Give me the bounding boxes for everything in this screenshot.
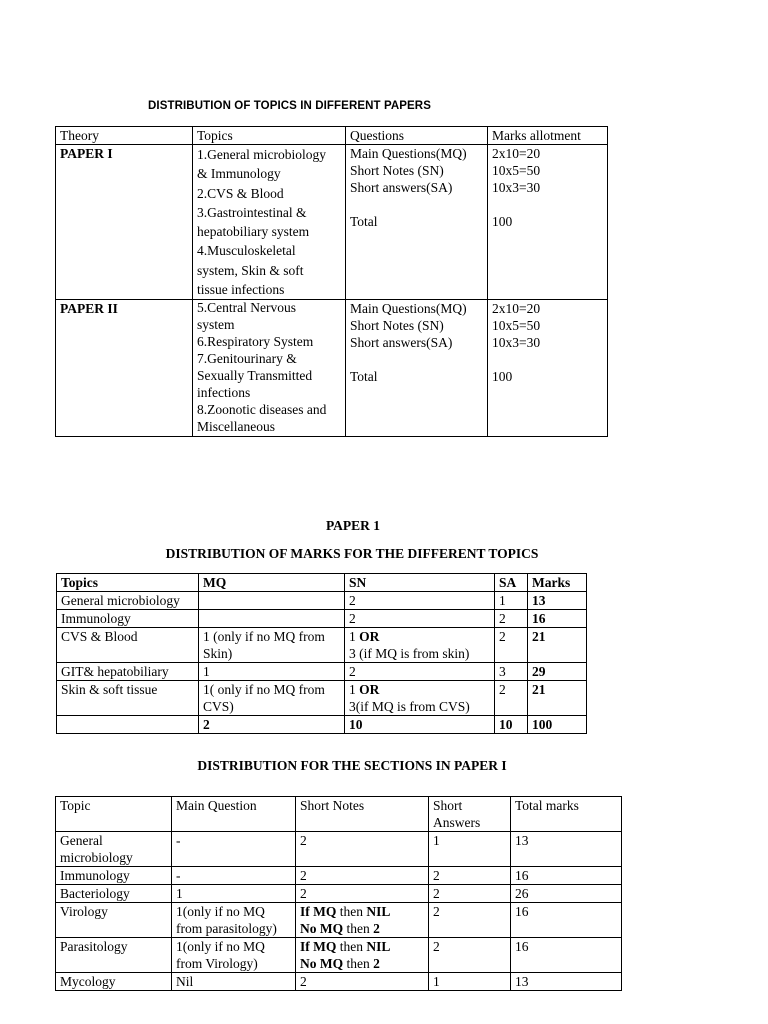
question-line: Total [350, 369, 378, 385]
mq-cell [172, 903, 296, 938]
mq-cell [199, 610, 345, 628]
sn-cell: 2 [296, 867, 429, 885]
mq-cell [199, 681, 345, 716]
sn-cell: 2 [296, 885, 429, 903]
sn-cell: 2 [345, 592, 495, 610]
table-row [57, 610, 587, 628]
header-line: Short [433, 798, 463, 813]
sn-text: then [343, 956, 374, 971]
table-header-row [56, 797, 622, 832]
topic-line: 5.Central Nervous [197, 300, 296, 316]
sn-or: OR [359, 682, 380, 697]
title-sections-distribution: DISTRIBUTION FOR THE SECTIONS IN PAPER I [197, 758, 507, 773]
topic-line: tissue infections [197, 282, 285, 298]
sn-line [349, 628, 490, 645]
sn-bold: No MQ [300, 921, 344, 936]
sn-line [300, 903, 424, 920]
sn-line [300, 938, 424, 955]
header-topic: Topic [56, 797, 172, 832]
marks-line: 2x10=20 [492, 146, 541, 161]
topic-line: microbiology [60, 850, 133, 865]
header-marks: Marks [528, 574, 587, 592]
sa-cell: 3 [495, 663, 528, 681]
sa-cell: 1 [429, 973, 511, 991]
mq-line: from parasitology) [176, 921, 277, 936]
topic-line: 6.Respiratory System [197, 334, 314, 350]
marks-cell: 13 [528, 592, 587, 610]
topic-cell: General microbiology [57, 592, 199, 610]
sn-cell [345, 628, 495, 663]
topic-line: 4.Musculoskeletal [197, 243, 296, 259]
title-paper-1: PAPER 1 [325, 518, 381, 533]
header-theory: Theory [56, 127, 193, 145]
table-row [56, 867, 622, 885]
sa-cell: 2 [429, 938, 511, 973]
sn-value: 1 [349, 629, 360, 644]
table-row [57, 681, 587, 716]
sn-bold: 2 [373, 956, 380, 971]
marks-cell: 21 [528, 681, 587, 716]
total-cell: 13 [511, 973, 622, 991]
topic-line: Miscellaneous [197, 418, 275, 434]
marks-line: 100 [492, 214, 513, 229]
question-line: Main Questions(MQ) [350, 301, 467, 317]
topic-line: & Immunology [197, 166, 281, 182]
topic-line: hepatobiliary system [197, 224, 310, 240]
topic-line: 8.Zoonotic diseases and [197, 401, 327, 417]
sa-cell: 1 [495, 592, 528, 610]
total-cell: 16 [511, 867, 622, 885]
mq-cell [199, 628, 345, 663]
marks-cell [488, 300, 608, 436]
header-sa: SA [495, 574, 528, 592]
total-cell: 16 [511, 938, 622, 973]
topic-cell: Skin & soft tissue [57, 681, 199, 716]
marks-cell: 29 [528, 663, 587, 681]
paper-label: PAPER II [56, 300, 193, 436]
total-cell: 13 [511, 832, 622, 867]
mq-line: CVS) [203, 699, 234, 714]
mq-cell: - [172, 832, 296, 867]
sa-cell: 2 [495, 628, 528, 663]
question-line: Short Notes (SN) [350, 163, 444, 178]
header-short-answers [429, 797, 511, 832]
sn-line [349, 681, 490, 698]
topic-line: infections [197, 384, 251, 400]
sn-cell [345, 681, 495, 716]
table-row [56, 300, 608, 436]
sn-line [300, 920, 424, 937]
sa-cell: 2 [429, 885, 511, 903]
topic-cell: Virology [56, 903, 172, 938]
marks-line: 10x5=50 [492, 163, 541, 178]
sn-cell: 2 [345, 663, 495, 681]
topic-cell: Parasitology [56, 938, 172, 973]
paper-label: PAPER I [56, 145, 193, 300]
sn-bold: If MQ [300, 939, 337, 954]
sn-cell: 2 [296, 973, 429, 991]
table-row [57, 592, 587, 610]
sn-cell [296, 938, 429, 973]
mq-cell [172, 938, 296, 973]
sn-text: then [343, 921, 374, 936]
topic-line: system [197, 317, 235, 333]
topic-cell: Mycology [56, 973, 172, 991]
sn-cell: 2 [296, 832, 429, 867]
mq-cell: 1 [172, 885, 296, 903]
questions-cell [346, 300, 488, 436]
topic-cell: Bacteriology [56, 885, 172, 903]
table-row [56, 903, 622, 938]
topic-cell [56, 832, 172, 867]
topic-line: 7.Genitourinary & [197, 351, 297, 367]
mq-cell: - [172, 867, 296, 885]
sn-cell [296, 903, 429, 938]
sn-line [300, 955, 424, 972]
mq-line: 1(only if no MQ [176, 939, 265, 954]
header-total-marks: Total marks [511, 797, 622, 832]
table-row [56, 832, 622, 867]
marks-line: 10x3=30 [492, 335, 541, 351]
sections-table [55, 796, 622, 991]
mq-cell [199, 592, 345, 610]
mq-line: 1(only if no MQ [176, 904, 265, 919]
mq-line: from Virology) [176, 956, 258, 971]
marks-line: 2x10=20 [492, 301, 541, 317]
topic-line: 1.General microbiology [197, 147, 326, 162]
table-row [56, 885, 622, 903]
sn-total: 10 [345, 716, 495, 734]
sn-bold: 2 [373, 921, 380, 936]
marks-line: 10x5=50 [492, 318, 541, 334]
table-row [56, 145, 608, 300]
sn-text: then [336, 904, 367, 919]
sn-value: 1 [349, 682, 360, 697]
marks-cell: 16 [528, 610, 587, 628]
topic-line: General [60, 833, 103, 848]
header-topics: Topics [193, 127, 346, 145]
sn-or: OR [359, 629, 380, 644]
total-cell: 26 [511, 885, 622, 903]
sa-cell: 2 [495, 681, 528, 716]
topic-cell: GIT& hepatobiliary [57, 663, 199, 681]
sn-text: then [336, 939, 367, 954]
topics-cell [193, 300, 346, 436]
marks-total: 100 [528, 716, 587, 734]
topic-line: system, Skin & soft [197, 262, 304, 278]
sn-bold: No MQ [300, 956, 344, 971]
sn-line: 3 (if MQ is from skin) [349, 646, 470, 661]
sa-cell: 1 [429, 832, 511, 867]
table-row [56, 973, 622, 991]
marks-table [56, 573, 587, 734]
marks-line: 10x3=30 [492, 180, 541, 195]
mq-cell: 1 [199, 663, 345, 681]
mq-cell: Nil [172, 973, 296, 991]
total-cell: 16 [511, 903, 622, 938]
header-short-notes: Short Notes [296, 797, 429, 832]
topic-line: 3.Gastrointestinal & [197, 204, 307, 220]
topics-table [55, 126, 608, 437]
topics-cell [193, 145, 346, 300]
header-main-question: Main Question [172, 797, 296, 832]
header-marks-allotment: Marks allotment [488, 127, 608, 145]
question-line: Main Questions(MQ) [350, 146, 467, 161]
question-line: Short answers(SA) [350, 335, 453, 351]
mq-total: 2 [199, 716, 345, 734]
topic-line: 2.CVS & Blood [197, 185, 284, 201]
sn-bold: NIL [366, 939, 391, 954]
table-row [56, 938, 622, 973]
sa-total: 10 [495, 716, 528, 734]
header-topics: Topics [57, 574, 199, 592]
topic-line: Sexually Transmitted [197, 368, 313, 383]
topic-cell [57, 716, 199, 734]
marks-line: 100 [492, 369, 513, 385]
mq-line: 1( only if no MQ from [203, 682, 325, 697]
header-questions: Questions [346, 127, 488, 145]
sn-bold: NIL [366, 904, 391, 919]
topic-cell: CVS & Blood [57, 628, 199, 663]
header-sn: SN [345, 574, 495, 592]
question-line: Short answers(SA) [350, 180, 453, 195]
sa-cell: 2 [495, 610, 528, 628]
marks-cell [488, 145, 608, 300]
topic-cell: Immunology [57, 610, 199, 628]
header-line: Answers [433, 815, 481, 830]
sa-cell: 2 [429, 903, 511, 938]
question-line: Short Notes (SN) [350, 318, 444, 334]
table-header-row [56, 127, 608, 145]
sn-bold: If MQ [300, 904, 337, 919]
mq-line: Skin) [203, 646, 233, 661]
marks-cell: 21 [528, 628, 587, 663]
sn-line: 3(if MQ is from CVS) [349, 699, 470, 714]
table-row [57, 663, 587, 681]
title-marks-distribution: DISTRIBUTION OF MARKS FOR THE DIFFERENT TOPICS [165, 546, 539, 561]
sn-cell: 2 [345, 610, 495, 628]
mq-line: 1 (only if no MQ from [203, 629, 325, 644]
title-topics-distribution: DISTRIBUTION OF TOPICS IN DIFFERENT PAPERS [148, 100, 431, 112]
header-mq: MQ [199, 574, 345, 592]
topic-cell: Immunology [56, 867, 172, 885]
sa-cell: 2 [429, 867, 511, 885]
totals-row [57, 716, 587, 734]
table-row [57, 628, 587, 663]
question-line: Total [350, 214, 378, 229]
questions-cell [346, 145, 488, 300]
table-header-row [57, 574, 587, 592]
